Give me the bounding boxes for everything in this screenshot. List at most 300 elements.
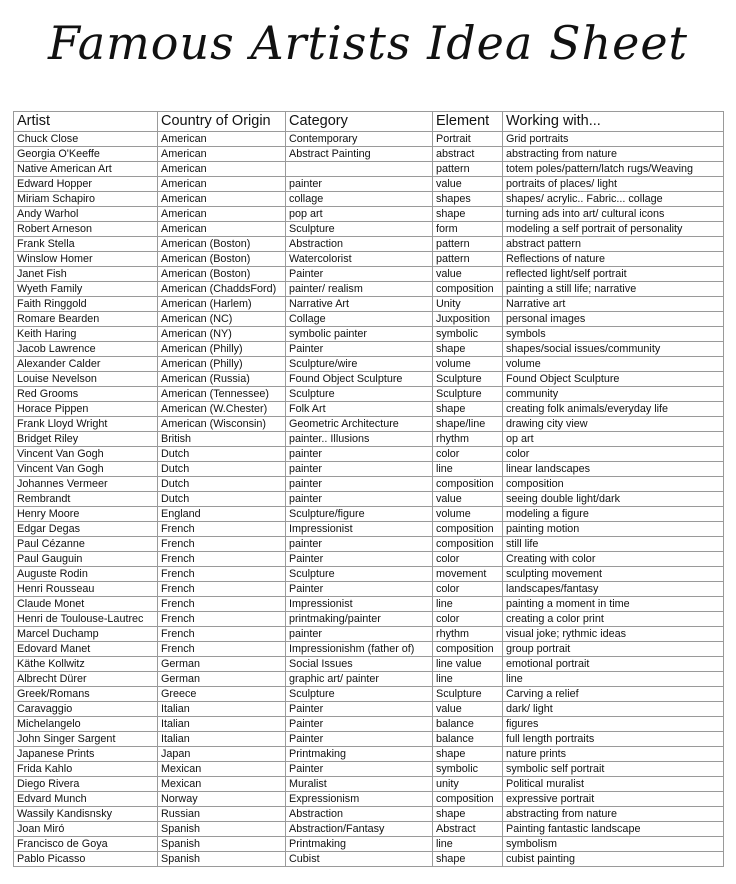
table-row bbox=[14, 402, 724, 417]
cell-country: German bbox=[158, 657, 286, 672]
cell-element: composition bbox=[433, 477, 503, 492]
cell-working-with: creating a color print bbox=[503, 612, 724, 627]
cell-artist: Miriam Schapiro bbox=[14, 192, 158, 207]
cell-element: composition bbox=[433, 522, 503, 537]
cell-category: Printmaking bbox=[286, 747, 433, 762]
cell-element: volume bbox=[433, 507, 503, 522]
cell-country: American (Wisconsin) bbox=[158, 417, 286, 432]
cell-element: shape bbox=[433, 747, 503, 762]
table-row bbox=[14, 747, 724, 762]
cell-element: Sculpture bbox=[433, 372, 503, 387]
table-row bbox=[14, 447, 724, 462]
cell-artist: Henri de Toulouse-Lautrec bbox=[14, 612, 158, 627]
cell-working-with: linear landscapes bbox=[503, 462, 724, 477]
cell-element: pattern bbox=[433, 252, 503, 267]
cell-category: symbolic painter bbox=[286, 327, 433, 342]
cell-working-with: Carving a relief bbox=[503, 687, 724, 702]
cell-country: American bbox=[158, 192, 286, 207]
cell-artist: Vincent Van Gogh bbox=[14, 447, 158, 462]
table-row bbox=[14, 687, 724, 702]
cell-country: American (Boston) bbox=[158, 237, 286, 252]
cell-element: shape bbox=[433, 402, 503, 417]
cell-country: American (Tennessee) bbox=[158, 387, 286, 402]
table-row bbox=[14, 552, 724, 567]
cell-country: Japan bbox=[158, 747, 286, 762]
cell-working-with: emotional portrait bbox=[503, 657, 724, 672]
cell-artist: Romare Bearden bbox=[14, 312, 158, 327]
cell-country: American bbox=[158, 177, 286, 192]
cell-working-with: full length portraits bbox=[503, 732, 724, 747]
cell-category: Painter bbox=[286, 342, 433, 357]
table-row bbox=[14, 597, 724, 612]
cell-artist: Janet Fish bbox=[14, 267, 158, 282]
cell-category: Narrative Art bbox=[286, 297, 433, 312]
header-country: Country of Origin bbox=[158, 112, 286, 132]
cell-artist: Greek/Romans bbox=[14, 687, 158, 702]
cell-artist: Faith Ringgold bbox=[14, 297, 158, 312]
header-artist: Artist bbox=[14, 112, 158, 132]
cell-element: line bbox=[433, 837, 503, 852]
cell-artist: Frank Stella bbox=[14, 237, 158, 252]
cell-category: Sculpture bbox=[286, 567, 433, 582]
cell-artist: Horace Pippen bbox=[14, 402, 158, 417]
cell-country: French bbox=[158, 522, 286, 537]
cell-working-with: reflected light/self portrait bbox=[503, 267, 724, 282]
cell-country: French bbox=[158, 567, 286, 582]
cell-category: pop art bbox=[286, 207, 433, 222]
cell-working-with: abstract pattern bbox=[503, 237, 724, 252]
table-row bbox=[14, 477, 724, 492]
cell-artist: Andy Warhol bbox=[14, 207, 158, 222]
page-title: Famous Artists Idea Sheet bbox=[47, 16, 689, 70]
cell-category bbox=[286, 162, 433, 177]
cell-country: American bbox=[158, 132, 286, 147]
cell-artist: Frank Lloyd Wright bbox=[14, 417, 158, 432]
cell-working-with: shapes/social issues/community bbox=[503, 342, 724, 357]
cell-country: French bbox=[158, 552, 286, 567]
table-row bbox=[14, 822, 724, 837]
cell-working-with: abstracting from nature bbox=[503, 147, 724, 162]
table-body bbox=[14, 132, 724, 867]
cell-country: American bbox=[158, 162, 286, 177]
cell-country: Italian bbox=[158, 702, 286, 717]
cell-artist: Edovard Manet bbox=[14, 642, 158, 657]
cell-category: painter bbox=[286, 537, 433, 552]
table-row bbox=[14, 837, 724, 852]
table-row bbox=[14, 372, 724, 387]
cell-working-with: Creating with color bbox=[503, 552, 724, 567]
cell-working-with: Found Object Sculpture bbox=[503, 372, 724, 387]
cell-category: Muralist bbox=[286, 777, 433, 792]
cell-artist: Winslow Homer bbox=[14, 252, 158, 267]
cell-working-with: drawing city view bbox=[503, 417, 724, 432]
cell-artist: Henri Rousseau bbox=[14, 582, 158, 597]
cell-artist: Robert Arneson bbox=[14, 222, 158, 237]
cell-category: painter bbox=[286, 177, 433, 192]
cell-country: Mexican bbox=[158, 777, 286, 792]
cell-category: painter bbox=[286, 462, 433, 477]
cell-artist: Michelangelo bbox=[14, 717, 158, 732]
cell-country: Dutch bbox=[158, 477, 286, 492]
cell-category: Expressionism bbox=[286, 792, 433, 807]
cell-artist: Jacob Lawrence bbox=[14, 342, 158, 357]
table-row bbox=[14, 612, 724, 627]
cell-country: American (Boston) bbox=[158, 267, 286, 282]
cell-artist: Wyeth Family bbox=[14, 282, 158, 297]
cell-artist: Henry Moore bbox=[14, 507, 158, 522]
cell-category: Sculpture/figure bbox=[286, 507, 433, 522]
cell-working-with: community bbox=[503, 387, 724, 402]
cell-working-with: shapes/ acrylic.. Fabric... collage bbox=[503, 192, 724, 207]
cell-country: Italian bbox=[158, 717, 286, 732]
cell-artist: Caravaggio bbox=[14, 702, 158, 717]
cell-artist: Alexander Calder bbox=[14, 357, 158, 372]
cell-element: Abstract bbox=[433, 822, 503, 837]
cell-country: American (ChaddsFord) bbox=[158, 282, 286, 297]
cell-country: American bbox=[158, 207, 286, 222]
cell-working-with: sculpting movement bbox=[503, 567, 724, 582]
cell-artist: Rembrandt bbox=[14, 492, 158, 507]
table-row bbox=[14, 507, 724, 522]
cell-category: Folk Art bbox=[286, 402, 433, 417]
cell-artist: Albrecht Dürer bbox=[14, 672, 158, 687]
table-row bbox=[14, 537, 724, 552]
cell-working-with: op art bbox=[503, 432, 724, 447]
cell-category: Sculpture bbox=[286, 222, 433, 237]
table-row bbox=[14, 282, 724, 297]
header-category: Category bbox=[286, 112, 433, 132]
cell-element: movement bbox=[433, 567, 503, 582]
cell-element: color bbox=[433, 447, 503, 462]
cell-category: Printmaking bbox=[286, 837, 433, 852]
cell-element: unity bbox=[433, 777, 503, 792]
cell-artist: Edgar Degas bbox=[14, 522, 158, 537]
cell-element: line bbox=[433, 462, 503, 477]
cell-artist: Native American Art bbox=[14, 162, 158, 177]
cell-category: Abstraction bbox=[286, 237, 433, 252]
cell-category: painter bbox=[286, 492, 433, 507]
cell-element: value bbox=[433, 177, 503, 192]
cell-category: Sculpture/wire bbox=[286, 357, 433, 372]
cell-country: American (Harlem) bbox=[158, 297, 286, 312]
cell-element: line bbox=[433, 597, 503, 612]
cell-element: shape/line bbox=[433, 417, 503, 432]
cell-element: balance bbox=[433, 717, 503, 732]
cell-country: Spanish bbox=[158, 837, 286, 852]
table-row bbox=[14, 762, 724, 777]
cell-working-with: line bbox=[503, 672, 724, 687]
cell-element: shape bbox=[433, 207, 503, 222]
cell-category: Painter bbox=[286, 267, 433, 282]
cell-working-with: still life bbox=[503, 537, 724, 552]
cell-category: Abstract Painting bbox=[286, 147, 433, 162]
cell-working-with: visual joke; rythmic ideas bbox=[503, 627, 724, 642]
cell-working-with: color bbox=[503, 447, 724, 462]
cell-category: Sculpture bbox=[286, 387, 433, 402]
cell-category: graphic art/ painter bbox=[286, 672, 433, 687]
cell-country: French bbox=[158, 582, 286, 597]
cell-artist: Wassily Kandisnsky bbox=[14, 807, 158, 822]
cell-element: shape bbox=[433, 807, 503, 822]
cell-country: American (Philly) bbox=[158, 357, 286, 372]
table-row bbox=[14, 147, 724, 162]
table-row bbox=[14, 312, 724, 327]
table-row bbox=[14, 702, 724, 717]
cell-element: value bbox=[433, 267, 503, 282]
cell-working-with: Political muralist bbox=[503, 777, 724, 792]
cell-artist: Pablo Picasso bbox=[14, 852, 158, 867]
cell-element: color bbox=[433, 612, 503, 627]
cell-category: Painter bbox=[286, 762, 433, 777]
table-row bbox=[14, 252, 724, 267]
cell-category: Found Object Sculpture bbox=[286, 372, 433, 387]
table-row bbox=[14, 567, 724, 582]
cell-country: German bbox=[158, 672, 286, 687]
cell-country: American bbox=[158, 222, 286, 237]
cell-working-with: painting a moment in time bbox=[503, 597, 724, 612]
cell-artist: John Singer Sargent bbox=[14, 732, 158, 747]
cell-category: painter bbox=[286, 477, 433, 492]
cell-working-with: composition bbox=[503, 477, 724, 492]
cell-category: Social Issues bbox=[286, 657, 433, 672]
cell-element: rhythm bbox=[433, 627, 503, 642]
cell-working-with: cubist painting bbox=[503, 852, 724, 867]
table-row bbox=[14, 387, 724, 402]
cell-element: Juxposition bbox=[433, 312, 503, 327]
table-row bbox=[14, 717, 724, 732]
cell-element: shapes bbox=[433, 192, 503, 207]
table-row bbox=[14, 582, 724, 597]
cell-country: Spanish bbox=[158, 822, 286, 837]
cell-element: volume bbox=[433, 357, 503, 372]
cell-element: color bbox=[433, 552, 503, 567]
header-element: Element bbox=[433, 112, 503, 132]
table-row bbox=[14, 732, 724, 747]
cell-working-with: modeling a self portrait of personality bbox=[503, 222, 724, 237]
cell-working-with: Painting fantastic landscape bbox=[503, 822, 724, 837]
cell-category: Painter bbox=[286, 582, 433, 597]
cell-working-with: personal images bbox=[503, 312, 724, 327]
cell-category: Geometric Architecture bbox=[286, 417, 433, 432]
cell-artist: Vincent Van Gogh bbox=[14, 462, 158, 477]
cell-element: composition bbox=[433, 537, 503, 552]
cell-element: balance bbox=[433, 732, 503, 747]
cell-country: American (Philly) bbox=[158, 342, 286, 357]
cell-working-with: expressive portrait bbox=[503, 792, 724, 807]
table-row bbox=[14, 177, 724, 192]
cell-element: line bbox=[433, 672, 503, 687]
cell-country: Dutch bbox=[158, 447, 286, 462]
cell-artist: Japanese Prints bbox=[14, 747, 158, 762]
cell-element: pattern bbox=[433, 162, 503, 177]
cell-category: printmaking/painter bbox=[286, 612, 433, 627]
cell-working-with: Narrative art bbox=[503, 297, 724, 312]
cell-country: American bbox=[158, 147, 286, 162]
table-row bbox=[14, 417, 724, 432]
cell-category: Painter bbox=[286, 702, 433, 717]
table-row bbox=[14, 642, 724, 657]
cell-artist: Georgia O'Keeffe bbox=[14, 147, 158, 162]
cell-category: Sculpture bbox=[286, 687, 433, 702]
table-row bbox=[14, 207, 724, 222]
cell-element: composition bbox=[433, 792, 503, 807]
cell-category: Abstraction/Fantasy bbox=[286, 822, 433, 837]
cell-artist: Frida Kahlo bbox=[14, 762, 158, 777]
cell-category: Impressionishm (father of) bbox=[286, 642, 433, 657]
cell-artist: Louise Nevelson bbox=[14, 372, 158, 387]
cell-element: shape bbox=[433, 852, 503, 867]
table-row bbox=[14, 357, 724, 372]
table-row bbox=[14, 462, 724, 477]
cell-category: Collage bbox=[286, 312, 433, 327]
cell-country: French bbox=[158, 642, 286, 657]
cell-country: French bbox=[158, 597, 286, 612]
cell-working-with: symbols bbox=[503, 327, 724, 342]
cell-working-with: figures bbox=[503, 717, 724, 732]
cell-category: painter.. Illusions bbox=[286, 432, 433, 447]
cell-working-with: seeing double light/dark bbox=[503, 492, 724, 507]
cell-element: color bbox=[433, 582, 503, 597]
cell-artist: Diego Rivera bbox=[14, 777, 158, 792]
table-row bbox=[14, 162, 724, 177]
cell-country: Italian bbox=[158, 732, 286, 747]
table-row bbox=[14, 522, 724, 537]
table-row bbox=[14, 342, 724, 357]
table-row bbox=[14, 267, 724, 282]
cell-country: England bbox=[158, 507, 286, 522]
cell-country: Dutch bbox=[158, 492, 286, 507]
table-row bbox=[14, 627, 724, 642]
cell-element: Sculpture bbox=[433, 387, 503, 402]
cell-working-with: creating folk animals/everyday life bbox=[503, 402, 724, 417]
cell-category: Painter bbox=[286, 732, 433, 747]
table-row bbox=[14, 657, 724, 672]
cell-artist: Francisco de Goya bbox=[14, 837, 158, 852]
cell-artist: Edward Hopper bbox=[14, 177, 158, 192]
cell-working-with: portraits of places/ light bbox=[503, 177, 724, 192]
header-working-with: Working with... bbox=[503, 112, 724, 132]
cell-element: line value bbox=[433, 657, 503, 672]
cell-working-with: abstracting from nature bbox=[503, 807, 724, 822]
cell-country: Spanish bbox=[158, 852, 286, 867]
cell-country: American (NY) bbox=[158, 327, 286, 342]
cell-category: painter bbox=[286, 627, 433, 642]
cell-artist: Käthe Kollwitz bbox=[14, 657, 158, 672]
cell-working-with: painting a still life; narrative bbox=[503, 282, 724, 297]
cell-working-with: modeling a figure bbox=[503, 507, 724, 522]
cell-category: painter/ realism bbox=[286, 282, 433, 297]
cell-artist: Red Grooms bbox=[14, 387, 158, 402]
cell-category: Contemporary bbox=[286, 132, 433, 147]
cell-element: rhythm bbox=[433, 432, 503, 447]
table-row bbox=[14, 297, 724, 312]
cell-working-with: symbolism bbox=[503, 837, 724, 852]
cell-element: Unity bbox=[433, 297, 503, 312]
table-row bbox=[14, 672, 724, 687]
cell-working-with: nature prints bbox=[503, 747, 724, 762]
cell-element: composition bbox=[433, 282, 503, 297]
cell-working-with: totem poles/pattern/latch rugs/Weaving bbox=[503, 162, 724, 177]
cell-country: Greece bbox=[158, 687, 286, 702]
cell-country: French bbox=[158, 537, 286, 552]
cell-artist: Paul Cézanne bbox=[14, 537, 158, 552]
cell-category: Cubist bbox=[286, 852, 433, 867]
cell-artist: Paul Gauguin bbox=[14, 552, 158, 567]
cell-artist: Marcel Duchamp bbox=[14, 627, 158, 642]
cell-artist: Bridget Riley bbox=[14, 432, 158, 447]
cell-element: value bbox=[433, 702, 503, 717]
cell-category: Abstraction bbox=[286, 807, 433, 822]
cell-element: value bbox=[433, 492, 503, 507]
cell-element: pattern bbox=[433, 237, 503, 252]
cell-working-with: volume bbox=[503, 357, 724, 372]
cell-artist: Edvard Munch bbox=[14, 792, 158, 807]
cell-category: Painter bbox=[286, 552, 433, 567]
cell-element: form bbox=[433, 222, 503, 237]
table-row bbox=[14, 192, 724, 207]
cell-country: French bbox=[158, 612, 286, 627]
cell-country: French bbox=[158, 627, 286, 642]
cell-category: Impressionist bbox=[286, 522, 433, 537]
cell-artist: Johannes Vermeer bbox=[14, 477, 158, 492]
cell-country: American (Boston) bbox=[158, 252, 286, 267]
cell-artist: Keith Haring bbox=[14, 327, 158, 342]
table-row bbox=[14, 327, 724, 342]
cell-working-with: group portrait bbox=[503, 642, 724, 657]
cell-country: Dutch bbox=[158, 462, 286, 477]
cell-element: shape bbox=[433, 342, 503, 357]
cell-category: Painter bbox=[286, 717, 433, 732]
cell-working-with: Reflections of nature bbox=[503, 252, 724, 267]
table-row bbox=[14, 852, 724, 867]
table-row bbox=[14, 792, 724, 807]
cell-artist: Chuck Close bbox=[14, 132, 158, 147]
cell-element: composition bbox=[433, 642, 503, 657]
cell-country: Norway bbox=[158, 792, 286, 807]
cell-artist: Joan Miró bbox=[14, 822, 158, 837]
cell-category: collage bbox=[286, 192, 433, 207]
cell-category: painter bbox=[286, 447, 433, 462]
cell-working-with: painting motion bbox=[503, 522, 724, 537]
cell-element: symbolic bbox=[433, 327, 503, 342]
table-header-row bbox=[14, 112, 724, 132]
cell-element: symbolic bbox=[433, 762, 503, 777]
cell-element: abstract bbox=[433, 147, 503, 162]
cell-working-with: Grid portraits bbox=[503, 132, 724, 147]
table-row bbox=[14, 777, 724, 792]
table-row bbox=[14, 222, 724, 237]
cell-country: American (NC) bbox=[158, 312, 286, 327]
cell-country: Russian bbox=[158, 807, 286, 822]
cell-country: American (Russia) bbox=[158, 372, 286, 387]
cell-category: Watercolorist bbox=[286, 252, 433, 267]
cell-working-with: dark/ light bbox=[503, 702, 724, 717]
cell-country: American (W.Chester) bbox=[158, 402, 286, 417]
table-row bbox=[14, 807, 724, 822]
cell-category: Impressionist bbox=[286, 597, 433, 612]
table-row bbox=[14, 432, 724, 447]
table-row bbox=[14, 132, 724, 147]
cell-working-with: landscapes/fantasy bbox=[503, 582, 724, 597]
cell-artist: Auguste Rodin bbox=[14, 567, 158, 582]
cell-element: Sculpture bbox=[433, 687, 503, 702]
cell-country: British bbox=[158, 432, 286, 447]
cell-working-with: symbolic self portrait bbox=[503, 762, 724, 777]
cell-artist: Claude Monet bbox=[14, 597, 158, 612]
cell-working-with: turning ads into art/ cultural icons bbox=[503, 207, 724, 222]
cell-country: Mexican bbox=[158, 762, 286, 777]
cell-element: Portrait bbox=[433, 132, 503, 147]
